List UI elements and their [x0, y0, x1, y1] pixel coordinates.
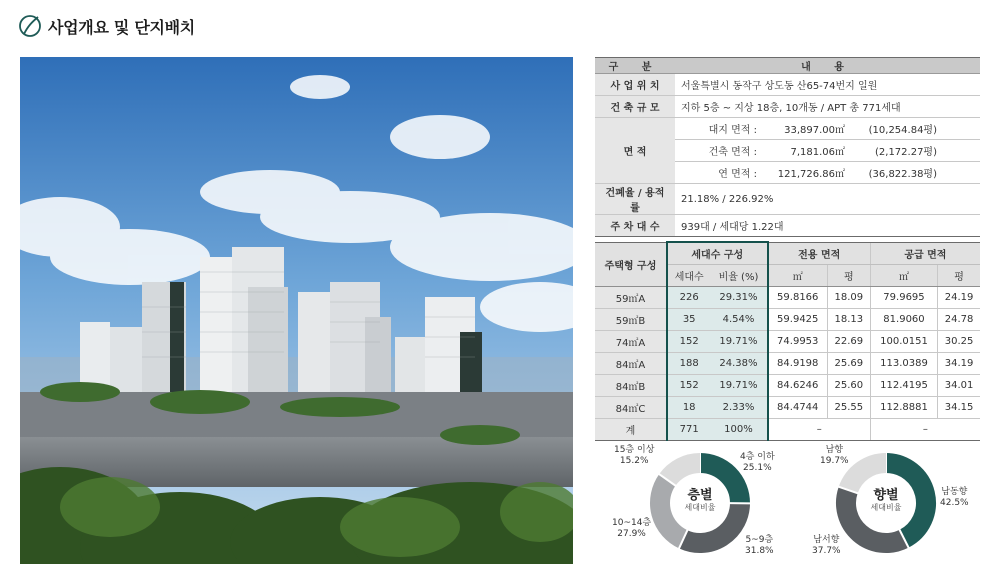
- unit-ex-py: 18.13: [827, 308, 870, 330]
- unit-ratio: 4.54%: [710, 308, 767, 330]
- total-supply-dash: –: [870, 418, 980, 440]
- unit-sup-sqm: 112.4195: [870, 374, 937, 396]
- ratio-label: 건폐율 / 용적률: [595, 184, 675, 215]
- segment-label: 10~14층: [612, 518, 652, 528]
- unit-ex-sqm: 59.9425: [768, 308, 828, 330]
- unit-type: 84㎡B: [595, 374, 667, 396]
- unit-type: 84㎡A: [595, 352, 667, 374]
- location-row: [595, 74, 980, 96]
- total-count: 771: [667, 418, 710, 440]
- unit-mix-table: [595, 241, 980, 441]
- unit-count: 226: [667, 286, 710, 308]
- segment-value: 19.7%: [820, 456, 849, 466]
- direction-label-right: [940, 487, 969, 509]
- donut-segment-2: [848, 463, 886, 490]
- unit-ex-py: 25.55: [827, 396, 870, 418]
- area-sqm: 121,726.86㎡: [777, 169, 845, 180]
- parking-label: 주 차 대 수: [595, 215, 675, 237]
- unit-count: 35: [667, 308, 710, 330]
- unit-ratio: 19.71%: [710, 374, 767, 396]
- unit-ex-py: 25.69: [827, 352, 870, 374]
- unit-ratio: 2.33%: [710, 396, 767, 418]
- floor-ratio-donut: [600, 440, 800, 570]
- header-type: [595, 242, 667, 286]
- header-count: 세대수: [667, 264, 710, 286]
- unit-ratio: 24.38%: [710, 352, 767, 374]
- location-value: 서울특별시 동작구 상도동 산65-74번지 일원: [675, 74, 980, 96]
- unit-ex-sqm: 74.9953: [768, 330, 828, 352]
- unit-type: 59㎡B: [595, 308, 667, 330]
- area-sqm: 7,181.06㎡: [790, 147, 845, 158]
- direction-label-bottom-left: [812, 535, 841, 557]
- segment-label: 남동향: [941, 487, 968, 497]
- total-exclusive-dash: –: [768, 418, 871, 440]
- unit-sup-py: 34.19: [938, 352, 980, 374]
- floor-label-top-left: [614, 445, 654, 467]
- unit-ratio: 19.71%: [710, 330, 767, 352]
- header-category: 구 분: [595, 58, 675, 74]
- segment-label: 남향: [825, 445, 843, 455]
- unit-type: 84㎡C: [595, 396, 667, 418]
- unit-ex-py: 18.09: [827, 286, 870, 308]
- unit-sup-sqm: 100.0151: [870, 330, 937, 352]
- unit-ex-sqm: 84.6246: [768, 374, 828, 396]
- segment-label: 5~9층: [745, 535, 774, 545]
- total-label: 계: [595, 418, 667, 440]
- header-ex-sqm: ㎡: [768, 264, 828, 286]
- direction-donut-subtitle: 세대비율: [870, 503, 902, 512]
- unit-count: 152: [667, 374, 710, 396]
- unit-ex-py: 25.60: [827, 374, 870, 396]
- direction-donut-center: [856, 488, 916, 513]
- unit-sup-sqm: 79.9695: [870, 286, 937, 308]
- segment-value: 15.2%: [619, 456, 649, 466]
- unit-ex-sqm: 84.4744: [768, 396, 828, 418]
- brand-logo-icon: [18, 14, 42, 38]
- complex-rendering-image: [20, 57, 573, 564]
- segment-label: 15층 이상: [614, 445, 655, 455]
- unit-sup-py: 24.19: [938, 286, 980, 308]
- unit-sup-py: 34.15: [938, 396, 980, 418]
- donut-segment-3: [667, 463, 700, 480]
- floor-donut-subtitle: 세대비율: [684, 503, 716, 512]
- direction-label-top-left: [820, 445, 849, 467]
- unit-count: 152: [667, 330, 710, 352]
- total-ratio: 100%: [710, 418, 767, 440]
- unit-header-row-1: [595, 242, 980, 264]
- floor-label-bottom-right: [745, 535, 774, 557]
- ratio-row: [595, 184, 980, 215]
- parking-value: 939대 / 세대당 1.22대: [675, 215, 980, 237]
- table-row: [595, 396, 980, 418]
- segment-value: 37.7%: [812, 546, 841, 556]
- header-households: 세대수 구성: [667, 242, 768, 264]
- unit-ratio: 29.31%: [710, 286, 767, 308]
- header-supply: 공급 면적: [870, 242, 980, 264]
- table-row: [595, 330, 980, 352]
- unit-count: 18: [667, 396, 710, 418]
- header-ratio: 비율 (%): [710, 264, 767, 286]
- page-title: 사업개요 및 단지배치: [48, 17, 195, 37]
- unit-count: 188: [667, 352, 710, 374]
- total-row: [595, 418, 980, 440]
- area-key: 대지 면적 :: [708, 125, 757, 136]
- unit-ex-sqm: 59.8166: [768, 286, 828, 308]
- floor-donut-center: [670, 488, 730, 513]
- table-row: [595, 286, 980, 308]
- header-exclusive: 전용 면적: [768, 242, 871, 264]
- area-row-site: [595, 118, 980, 140]
- scale-value: 지하 5층 ~ 지상 18층, 10개동 / APT 총 771세대: [675, 96, 980, 118]
- unit-ex-sqm: 84.9198: [768, 352, 828, 374]
- overview-header-row: [595, 58, 980, 74]
- header-sup-py: 평: [938, 264, 980, 286]
- header-ex-py: 평: [827, 264, 870, 286]
- header-type-label: 주택형 구성: [604, 260, 657, 272]
- unit-type: 59㎡A: [595, 286, 667, 308]
- unit-sup-sqm: 113.0389: [870, 352, 937, 374]
- table-row: [595, 374, 980, 396]
- unit-sup-py: 34.01: [938, 374, 980, 396]
- unit-type: 74㎡A: [595, 330, 667, 352]
- area-key: 건축 면적 :: [708, 147, 757, 158]
- segment-value: 25.1%: [743, 463, 772, 473]
- floor-label-bottom-left: [612, 518, 651, 540]
- project-overview-table: [595, 57, 980, 237]
- unit-sup-sqm: 112.8881: [870, 396, 937, 418]
- direction-ratio-donut: [790, 440, 995, 570]
- parking-row: [595, 215, 980, 237]
- segment-label: 4층 이하: [740, 452, 775, 462]
- segment-label: 남서향: [813, 535, 840, 545]
- scale-row: [595, 96, 980, 118]
- table-row: [595, 352, 980, 374]
- segment-value: 31.8%: [745, 546, 774, 556]
- direction-donut-title: 향별: [873, 488, 899, 503]
- location-label: 사 업 위 치: [595, 74, 675, 96]
- area-pyeong: (10,254.84평): [868, 125, 937, 136]
- scale-label: 건 축 규 모: [595, 96, 675, 118]
- segment-value: 27.9%: [617, 529, 646, 539]
- table-row: [595, 308, 980, 330]
- area-label: 면 적: [595, 118, 675, 184]
- segment-value: 42.5%: [940, 498, 969, 508]
- header-sup-sqm: ㎡: [870, 264, 937, 286]
- area-pyeong: (2,172.27평): [875, 147, 937, 158]
- floor-label-top-right: [740, 452, 775, 474]
- unit-sup-sqm: 81.9060: [870, 308, 937, 330]
- area-pyeong: (36,822.38평): [868, 169, 937, 180]
- header-content: 내 용: [675, 58, 980, 74]
- ratio-value: 21.18% / 226.92%: [675, 184, 980, 215]
- unit-ex-py: 22.69: [827, 330, 870, 352]
- page-header: [18, 12, 195, 40]
- area-key: 연 면적 :: [718, 169, 757, 180]
- area-sqm: 33,897.00㎡: [784, 125, 845, 136]
- floor-donut-title: 층별: [687, 488, 713, 503]
- unit-sup-py: 24.78: [938, 308, 980, 330]
- unit-sup-py: 30.25: [938, 330, 980, 352]
